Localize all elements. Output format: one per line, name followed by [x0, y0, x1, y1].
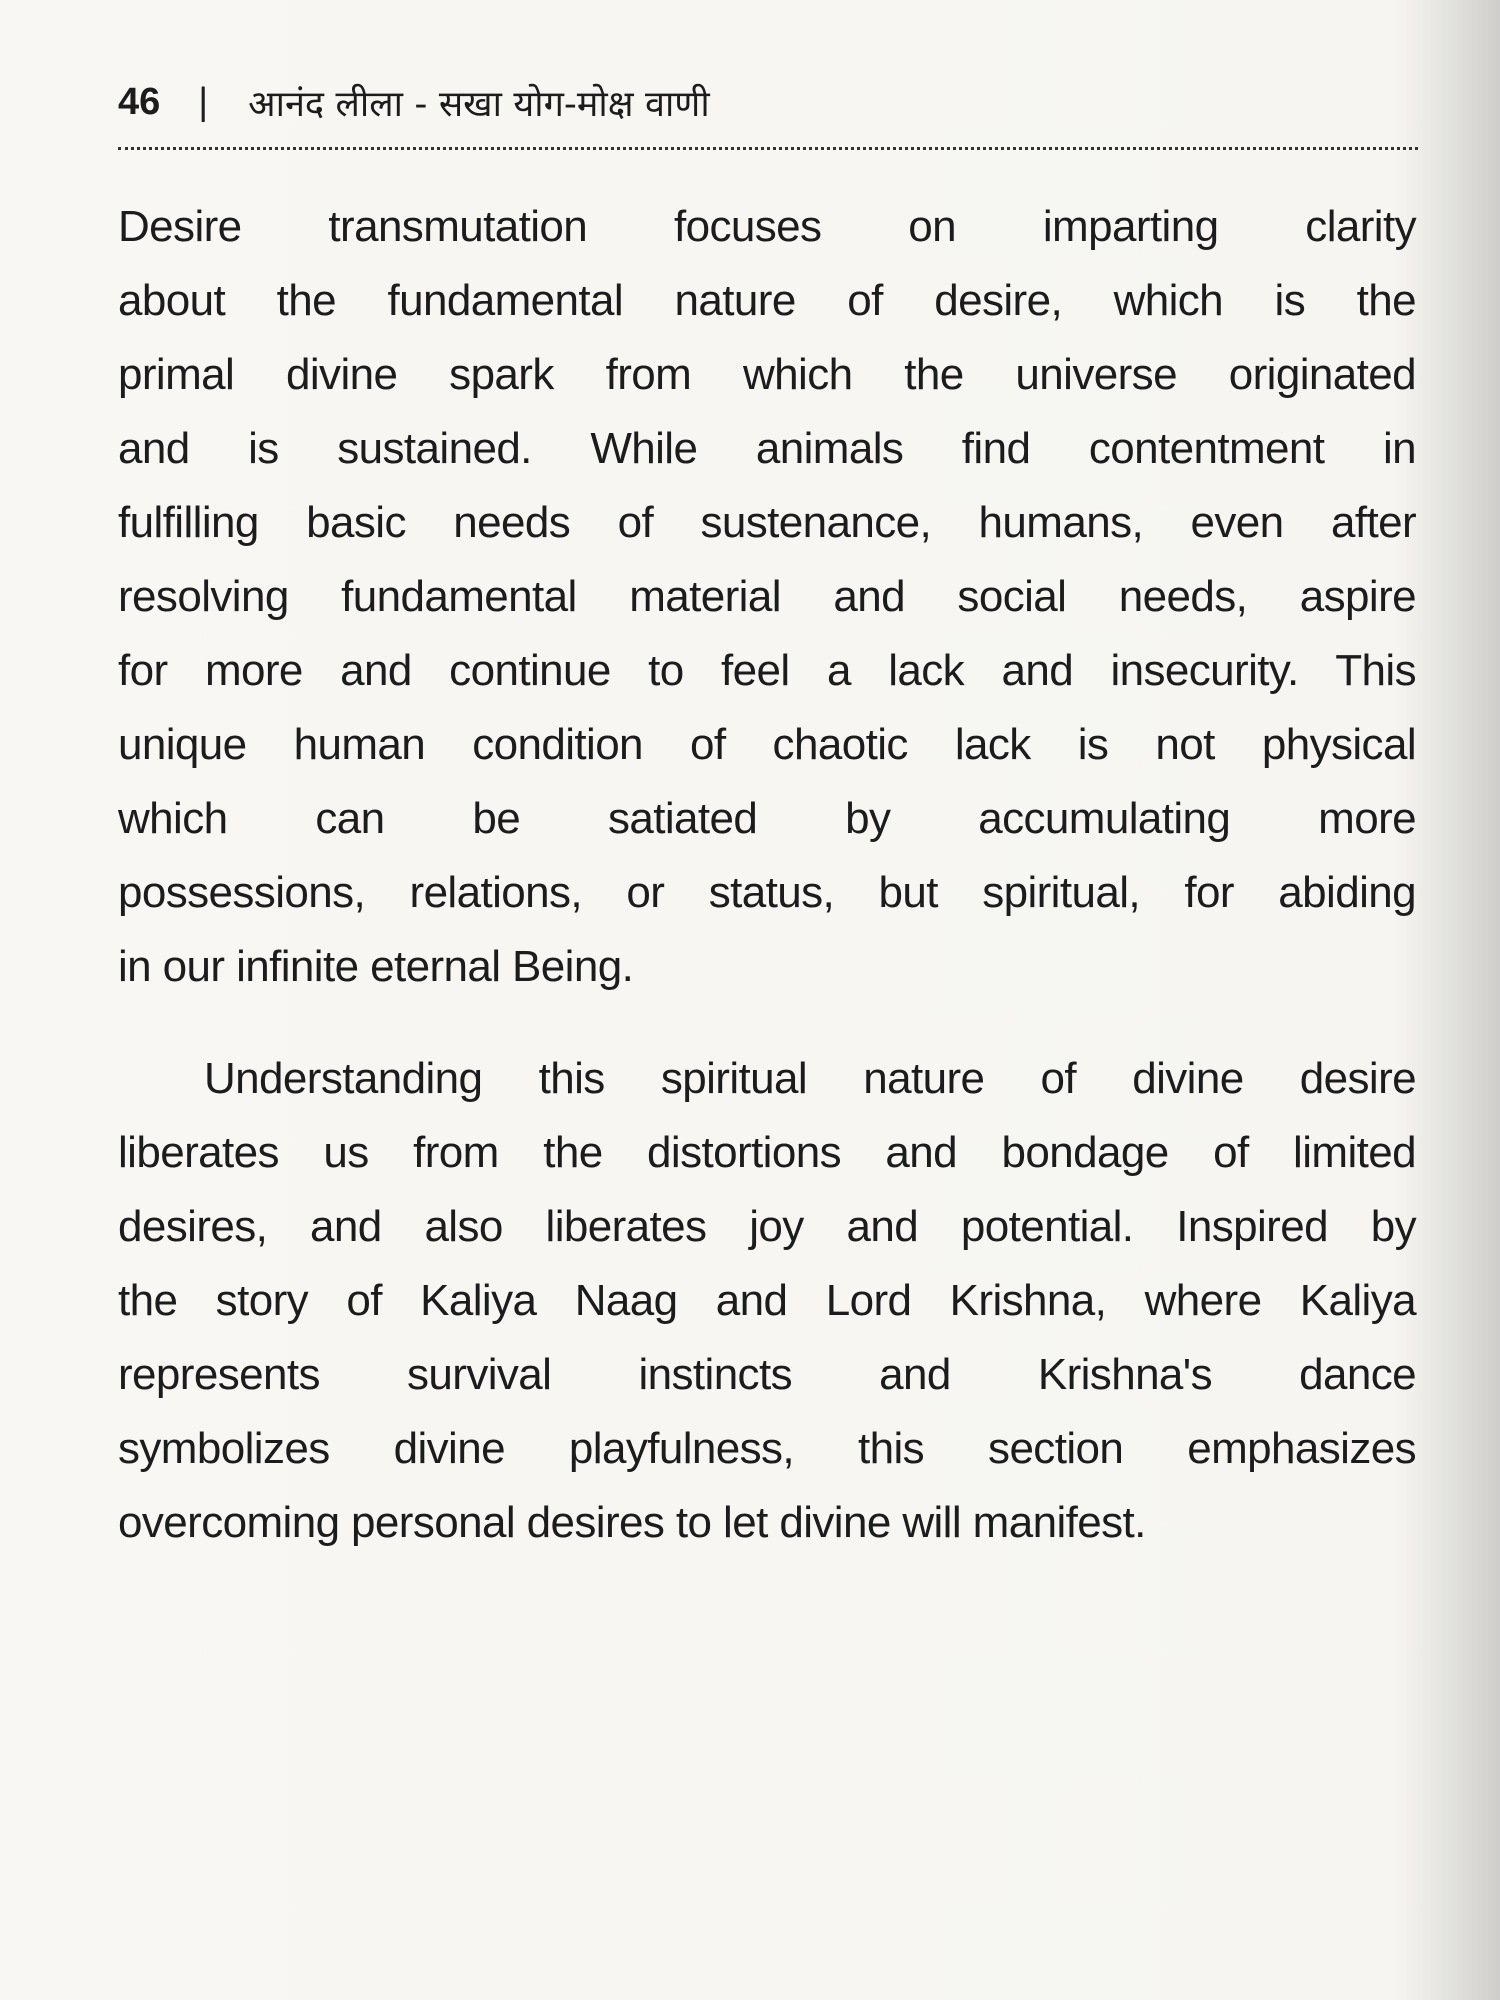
text-line: which can be satiated by accumulating more — [118, 794, 1416, 843]
paragraph-1 — [118, 190, 1416, 1004]
dotted-rule — [118, 147, 1418, 150]
text-line: fulfilling basic needs of sustenance, humans, even after — [118, 498, 1416, 547]
text-line: possessions, relations, or status, but spiritual, for abiding — [118, 868, 1416, 917]
text-line: the story of Kaliya Naag and Lord Krishna, where Kaliya — [118, 1276, 1416, 1325]
text-line: unique human condition of chaotic lack is not physical — [118, 720, 1416, 769]
paragraph-2 — [118, 1042, 1416, 1560]
text-line: desires, and also liberates joy and potential. Inspired by — [118, 1202, 1416, 1251]
header-separator: | — [198, 80, 209, 123]
text-line: in our infinite eternal Being. — [118, 942, 634, 991]
text-line: resolving fundamental material and social needs, aspire — [118, 572, 1416, 621]
page-number: 46 — [118, 80, 161, 123]
text-line: represents survival instincts and Krishna's dance — [118, 1350, 1416, 1399]
text-line: overcoming personal desires to let divine will manifest. — [118, 1498, 1146, 1547]
text-line: for more and continue to feel a lack and insecurity. This — [118, 646, 1416, 695]
text-line: and is sustained. While animals find contentment in — [118, 424, 1416, 473]
text-line: about the fundamental nature of desire, which is the — [118, 276, 1416, 325]
text-line: Desire transmutation focuses on imparting clarity — [118, 202, 1416, 251]
book-title: आनंद लीला - सखा योग-मोक्ष वाणी — [248, 83, 710, 125]
text-line: primal divine spark from which the universe originated — [118, 350, 1416, 399]
running-header — [118, 72, 710, 132]
text-line: Understanding this spiritual nature of divine desire — [204, 1054, 1416, 1103]
text-line: liberates us from the distortions and bondage of limited — [118, 1128, 1416, 1177]
text-line: symbolizes divine playfulness, this section emphasizes — [118, 1424, 1416, 1473]
